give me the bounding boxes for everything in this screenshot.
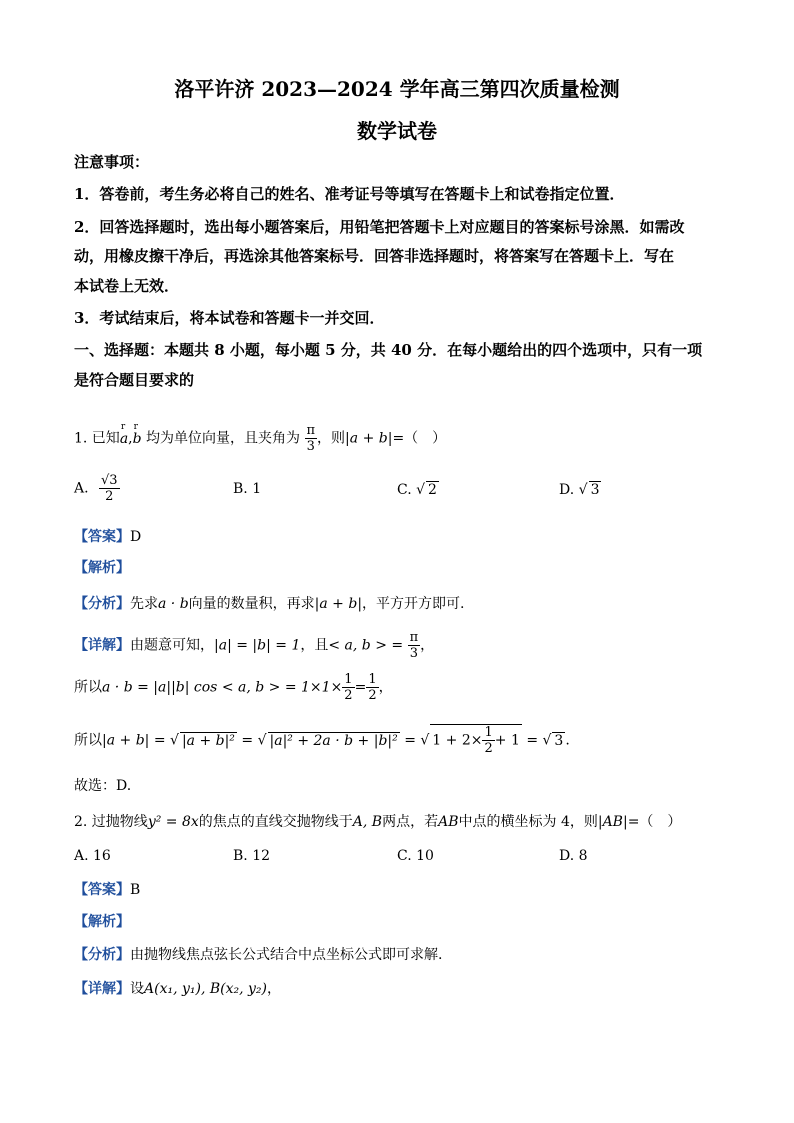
q1-option-a-den: 2 <box>105 489 114 504</box>
q1-detail-line-2 <box>74 672 393 703</box>
q2-segment: AB <box>438 814 459 830</box>
q1-prefix: 1. 已知 <box>74 430 120 447</box>
q1-detail-line-3 <box>74 724 570 756</box>
q2-tail: =（ ） <box>627 814 682 830</box>
q2-answer <box>74 879 140 899</box>
q1-option-d-label: D. <box>559 482 575 498</box>
q2-answer-value: B <box>130 882 141 898</box>
q1-step-2-end: ， <box>378 679 393 696</box>
q1-step-2-math: a · b = |a||b| cos < a, b > = 1×1× <box>102 679 343 696</box>
q2-equation: y² = 8x <box>147 814 199 830</box>
q1-step-3-equals-2: = <box>404 732 416 749</box>
q1-step-3-fraction <box>482 725 494 756</box>
q1-step-2-equals: = <box>354 679 367 696</box>
q1-step-2-text: 所以 <box>74 679 102 696</box>
q1-ask: a + b <box>349 430 388 447</box>
q1-vector-b: r b <box>133 431 142 447</box>
q1-step-2-fraction-1 <box>342 672 354 703</box>
q1-step-3-math-2: |a + b|² <box>181 732 235 749</box>
q1-step-2-num-1: 1 <box>344 672 353 687</box>
q2-points: A, B <box>352 814 383 830</box>
notice-heading: 注意事项： <box>74 153 150 171</box>
q1-answer-value: D <box>130 529 142 545</box>
q2-analysis-label: 【解析】 <box>74 914 130 930</box>
sqrt-symbol-icon: √ <box>420 732 430 749</box>
q1-step-2-num-2: 1 <box>368 672 377 687</box>
q1-detail-fraction <box>408 630 421 661</box>
q1-detail-label: 【详解】 <box>74 637 130 654</box>
q1-vector-a: r a <box>120 431 128 447</box>
q1-angle-fraction <box>305 423 318 454</box>
q1-detail-num: π <box>409 630 419 645</box>
q1-option-c <box>397 481 439 498</box>
q1-detail-end: ， <box>420 637 435 654</box>
q1-suffix: ，则 <box>317 430 346 447</box>
q1-option-c-label: C. <box>397 482 412 498</box>
q1-step-2-den-2: 2 <box>368 688 377 703</box>
q2-fenxi-text: 由抛物线焦点弦长公式结合中点坐标公式即可求解. <box>130 947 443 963</box>
question-1-stem: 1. 已知r a,r b 均为单位向量，且夹角为 $\frac{\pi}{3}$ ，则|a + b|=（ ） <box>74 423 446 454</box>
q1-detail-text-1: 由题意可知， <box>130 637 214 654</box>
notice-item-1: 1．答卷前，考生务必将自己的姓名、准考证号等填写在答题卡上和试卷指定位置． <box>74 185 625 203</box>
q1-step-3-end: . <box>565 732 570 749</box>
q1-detail-line-1 <box>74 630 434 661</box>
q1-detail-math-1: |a| = |b| = 1 <box>214 637 301 654</box>
section-1-heading-line-2: 是符合题目要求的 <box>74 371 195 389</box>
q1-angle-den: 3 <box>306 439 315 454</box>
question-2-stem <box>74 811 681 831</box>
q1-fenxi-text-3: ，平方开方即可. <box>362 596 465 612</box>
q1-option-a-label: A. <box>74 480 89 497</box>
q1-step-3-math-1: |a + b| = <box>102 732 166 749</box>
q2-abs-segment: |AB| <box>597 814 628 830</box>
q1-step-3-radicand <box>430 724 522 756</box>
q1-fenxi-math-1: a · b <box>158 596 189 612</box>
q2-answer-label: 【答案】 <box>74 882 130 898</box>
q1-option-d <box>559 481 601 498</box>
q1-detail-text-2: ，且 <box>300 637 329 654</box>
sqrt-symbol-icon: √ <box>170 732 179 749</box>
sqrt-symbol-icon: √ <box>257 732 267 749</box>
q1-step-3-num: 1 <box>484 725 493 740</box>
q1-step-3-text: 所以 <box>74 732 102 749</box>
q1-answer-label: 【答案】 <box>74 529 130 545</box>
q2-detail-math: A(x₁, y₁), B(x₂, y₂) <box>144 981 268 997</box>
q1-fenxi-label: 【分析】 <box>74 596 130 612</box>
q1-step-3-den: 2 <box>484 741 493 756</box>
q1-step-2-den-1: 2 <box>344 688 353 703</box>
q1-fenxi <box>74 593 465 613</box>
section-1-heading-line-1: 一、选择题：本题共 8 小题，每小题 5 分，共 40 分．在每小题给出的四个选项中，只有一项 <box>74 341 703 359</box>
q1-fenxi-text-2: 向量的数量积，再求 <box>188 596 315 612</box>
q1-step-3-equals-1: = <box>241 732 254 749</box>
q1-step-2-fraction-2 <box>366 672 378 703</box>
q1-mid: 均为单位向量，且夹角为 <box>146 430 301 447</box>
q1-option-a-num: √3 <box>101 473 118 488</box>
q1-detail-den: 3 <box>409 646 418 661</box>
q2-mid-3: 中点的横坐标为 4，则 <box>458 814 598 830</box>
q1-step-3-result: 3 <box>554 732 564 749</box>
q2-option-c: C. 10 <box>397 848 434 864</box>
q1-option-b: B. 1 <box>233 481 262 497</box>
q2-option-b: B. 12 <box>233 848 271 864</box>
q2-mid-1: 的焦点的直线交抛物线于 <box>198 814 353 830</box>
q2-option-d: D. 8 <box>559 848 588 864</box>
sqrt-symbol-icon: √ <box>578 482 588 498</box>
q2-mid-2: 两点，若 <box>382 814 439 830</box>
q1-option-c-value: 2 <box>428 482 437 498</box>
q1-option-a-fraction <box>99 473 120 504</box>
q1-tail: =（ ） <box>392 430 447 447</box>
q2-detail-end: ， <box>267 981 282 997</box>
exam-title: 洛平许济 2023—2024 学年高三第四次质量检测 <box>174 77 620 101</box>
q2-detail-label: 【详解】 <box>74 981 130 997</box>
notice-item-2-line-3: 本试卷上无效． <box>74 277 180 295</box>
q1-step-3-math-4b: + 1 <box>494 732 520 749</box>
notice-item-2-line-2: 动，用橡皮擦干净后，再选涂其他答案标号．回答非选择题时，将答案写在答题卡上．写在 <box>74 247 675 265</box>
sqrt-symbol-icon: √ <box>542 732 552 749</box>
q1-fenxi-text-1: 先求 <box>130 596 158 612</box>
q2-prefix: 2. 过抛物线 <box>74 814 148 830</box>
q1-angle-num: π <box>306 423 316 438</box>
q1-option-a <box>74 473 120 504</box>
q1-option-d-value: 3 <box>590 482 600 498</box>
notice-item-2-line-1: 2．回答选择题时，选出每小题答案后，用铅笔把答题卡上对应题目的答案标号涂黑．如需改 <box>74 218 685 236</box>
notice-item-3: 3．考试结束后，将本试卷和答题卡一并交回． <box>74 309 385 327</box>
q1-conclusion: 故选：D. <box>74 778 132 794</box>
q1-detail-math-2: < a, b > = <box>328 637 404 654</box>
q2-fenxi-label: 【分析】 <box>74 947 130 963</box>
q2-fenxi <box>74 944 442 964</box>
q2-detail <box>74 978 281 998</box>
sqrt-symbol-icon: √ <box>416 482 426 498</box>
q1-answer <box>74 526 141 546</box>
q1-fenxi-math-2: |a + b| <box>314 596 363 612</box>
exam-subtitle: 数学试卷 <box>357 119 437 143</box>
q1-analysis-label: 【解析】 <box>74 560 130 576</box>
q1-step-3-math-3: |a|² + 2a · b + |b|² <box>269 732 398 749</box>
q1-step-3-math-4a: 1 + 2× <box>432 732 483 749</box>
q2-detail-text: 设 <box>130 981 144 997</box>
q2-option-a: A. 16 <box>74 848 111 864</box>
q1-step-3-equals-3: = <box>526 732 539 749</box>
